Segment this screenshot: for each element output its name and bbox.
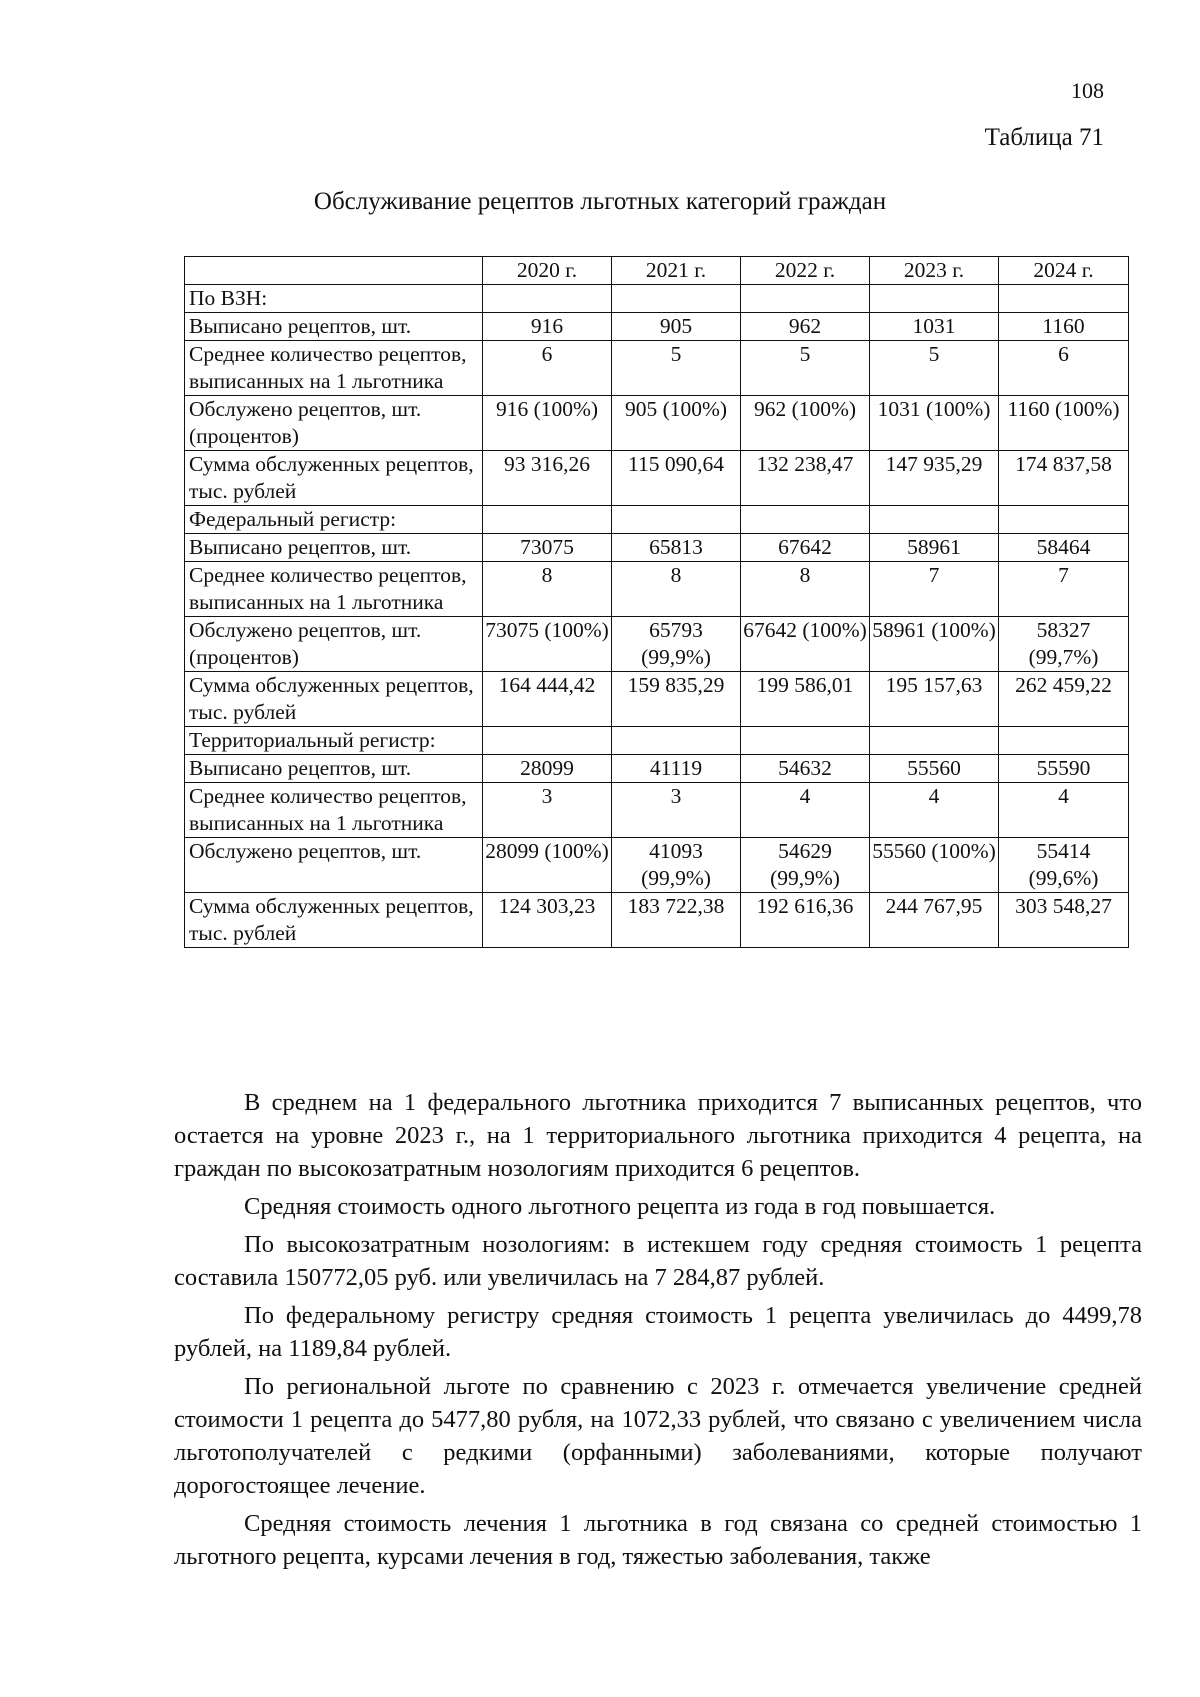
table-cell: 7 [999,562,1129,617]
empty-cell [999,285,1129,313]
column-header: 2021 г. [612,257,741,285]
table-cell: 115 090,64 [612,451,741,506]
table-cell: 159 835,29 [612,672,741,727]
table-cell: 244 767,95 [870,893,999,948]
row-label: Выписано рецептов, шт. [185,755,483,783]
table-cell: 916 [483,313,612,341]
section-header-row [185,506,1129,534]
row-label: Среднее количество рецептов, выписанных на 1 льготника [185,341,483,396]
table-cell: 962 (100%) [741,396,870,451]
paragraph: По федеральному регистру средняя стоимость 1 рецепта увеличилась до 4499,78 рублей, на 1189,84 рублей. [174,1302,1142,1362]
table-row [185,783,1129,838]
table-row [185,313,1129,341]
table-row [185,396,1129,451]
row-label: Обслужено рецептов, шт. [185,838,483,893]
paragraph: Средняя стоимость одного льготного рецепта из года в год повышается. [244,1193,996,1220]
table-cell: 5 [612,341,741,396]
table-row [185,341,1129,396]
table-row [185,672,1129,727]
table-body [185,285,1129,948]
table-cell: 124 303,23 [483,893,612,948]
table-cell: 8 [741,562,870,617]
empty-cell [999,506,1129,534]
table-cell: 192 616,36 [741,893,870,948]
table-row [185,534,1129,562]
table-cell: 93 316,26 [483,451,612,506]
table-cell: 58961 [870,534,999,562]
empty-cell [612,506,741,534]
table-cell: 3 [483,783,612,838]
table-cell: 58961 (100%) [870,617,999,672]
table-cell: 65793 (99,9%) [612,617,741,672]
paragraph: По высокозатратным нозологиям: в истекшем году средняя стоимость 1 рецепта составила 150772,05 руб. или увеличилась на 7 284,87 рублей. [174,1231,1142,1291]
paragraph: Средняя стоимость лечения 1 льготника в год связана со средней стоимостью 1 льготного рецепта, курсами лечения в год, тяжестью заболевания, также [174,1510,1142,1570]
table-cell: 303 548,27 [999,893,1129,948]
empty-cell [483,727,612,755]
empty-cell [870,506,999,534]
table-row [185,617,1129,672]
table-cell: 5 [741,341,870,396]
table-cell: 905 (100%) [612,396,741,451]
section-title: Федеральный регистр: [185,506,483,534]
table-cell: 4 [870,783,999,838]
table-row [185,893,1129,948]
table-cell: 1160 [999,313,1129,341]
table-cell: 8 [483,562,612,617]
table-cell: 1160 (100%) [999,396,1129,451]
table-row [185,562,1129,617]
table-cell: 1031 (100%) [870,396,999,451]
table-cell: 65813 [612,534,741,562]
empty-cell [612,285,741,313]
row-label: Обслужено рецептов, шт. (процентов) [185,617,483,672]
empty-cell [741,285,870,313]
table-cell: 7 [870,562,999,617]
empty-cell [741,506,870,534]
table-cell: 55590 [999,755,1129,783]
table-cell: 962 [741,313,870,341]
row-label: Сумма обслуженных рецептов, тыс. рублей [185,893,483,948]
row-label: Среднее количество рецептов, выписанных на 1 льготника [185,783,483,838]
body-text [174,1086,1142,1578]
row-label: Сумма обслуженных рецептов, тыс. рублей [185,672,483,727]
table-cell: 41119 [612,755,741,783]
table-cell: 28099 [483,755,612,783]
column-header: 2022 г. [741,257,870,285]
table-cell: 58327 (99,7%) [999,617,1129,672]
table-cell: 5 [870,341,999,396]
table-row [185,755,1129,783]
table-cell: 174 837,58 [999,451,1129,506]
table-cell: 132 238,47 [741,451,870,506]
table-title: Обслуживание рецептов льготных категорий граждан [313,188,887,215]
table-cell: 199 586,01 [741,672,870,727]
paragraph: По региональной льготе по сравнению с 2023 г. отмечается увеличение средней стоимости 1 рецепта до 5477,80 рубля, на 1072,33 рублей, что связано с увеличением числа льготополучателей с редкими (орфанными) заболеваниями, которые получают дорогостоящее лечение. [174,1373,1142,1499]
empty-cell [870,727,999,755]
table-cell: 8 [612,562,741,617]
section-header-row [185,285,1129,313]
table-cell: 54632 [741,755,870,783]
section-title: По ВЗН: [185,285,483,313]
empty-cell [483,285,612,313]
table-cell: 6 [999,341,1129,396]
table-cell: 54629 (99,9%) [741,838,870,893]
section-title: Территориальный регистр: [185,727,483,755]
table-cell: 73075 (100%) [483,617,612,672]
empty-cell [741,727,870,755]
table-cell: 73075 [483,534,612,562]
table-cell: 55560 (100%) [870,838,999,893]
table-cell: 3 [612,783,741,838]
table-cell: 905 [612,313,741,341]
page-number: 108 [1071,78,1104,103]
table-cell: 183 722,38 [612,893,741,948]
row-label: Выписано рецептов, шт. [185,534,483,562]
paragraph: В среднем на 1 федерального льготника приходится 7 выписанных рецептов, что остается на уровне 2023 г., на 1 территориального льготника приходится 4 рецепта, на граждан по высокозатратным нозологиям приходится 6 рецептов. [174,1089,1142,1182]
table-cell: 55560 [870,755,999,783]
table-row [185,451,1129,506]
table-cell: 147 935,29 [870,451,999,506]
column-header: 2020 г. [483,257,612,285]
table-label: Таблица 71 [984,124,1104,151]
table-cell: 28099 (100%) [483,838,612,893]
table-cell: 58464 [999,534,1129,562]
table-cell: 55414 (99,6%) [999,838,1129,893]
table-cell: 4 [999,783,1129,838]
empty-cell [999,727,1129,755]
section-header-row [185,727,1129,755]
row-label: Среднее количество рецептов, выписанных на 1 льготника [185,562,483,617]
empty-cell [870,285,999,313]
table-cell: 262 459,22 [999,672,1129,727]
table-cell: 6 [483,341,612,396]
table-cell: 916 (100%) [483,396,612,451]
table-cell: 67642 (100%) [741,617,870,672]
row-label: Обслужено рецептов, шт. (процентов) [185,396,483,451]
row-label: Сумма обслуженных рецептов, тыс. рублей [185,451,483,506]
table-header-row [185,257,1129,285]
table-cell: 164 444,42 [483,672,612,727]
column-header-blank [185,257,483,285]
table-cell: 41093 (99,9%) [612,838,741,893]
table-row [185,838,1129,893]
table-cell: 195 157,63 [870,672,999,727]
table-cell: 4 [741,783,870,838]
empty-cell [483,506,612,534]
empty-cell [612,727,741,755]
row-label: Выписано рецептов, шт. [185,313,483,341]
column-header: 2023 г. [870,257,999,285]
table-cell: 67642 [741,534,870,562]
data-table [184,256,1129,948]
column-header: 2024 г. [999,257,1129,285]
table-cell: 1031 [870,313,999,341]
